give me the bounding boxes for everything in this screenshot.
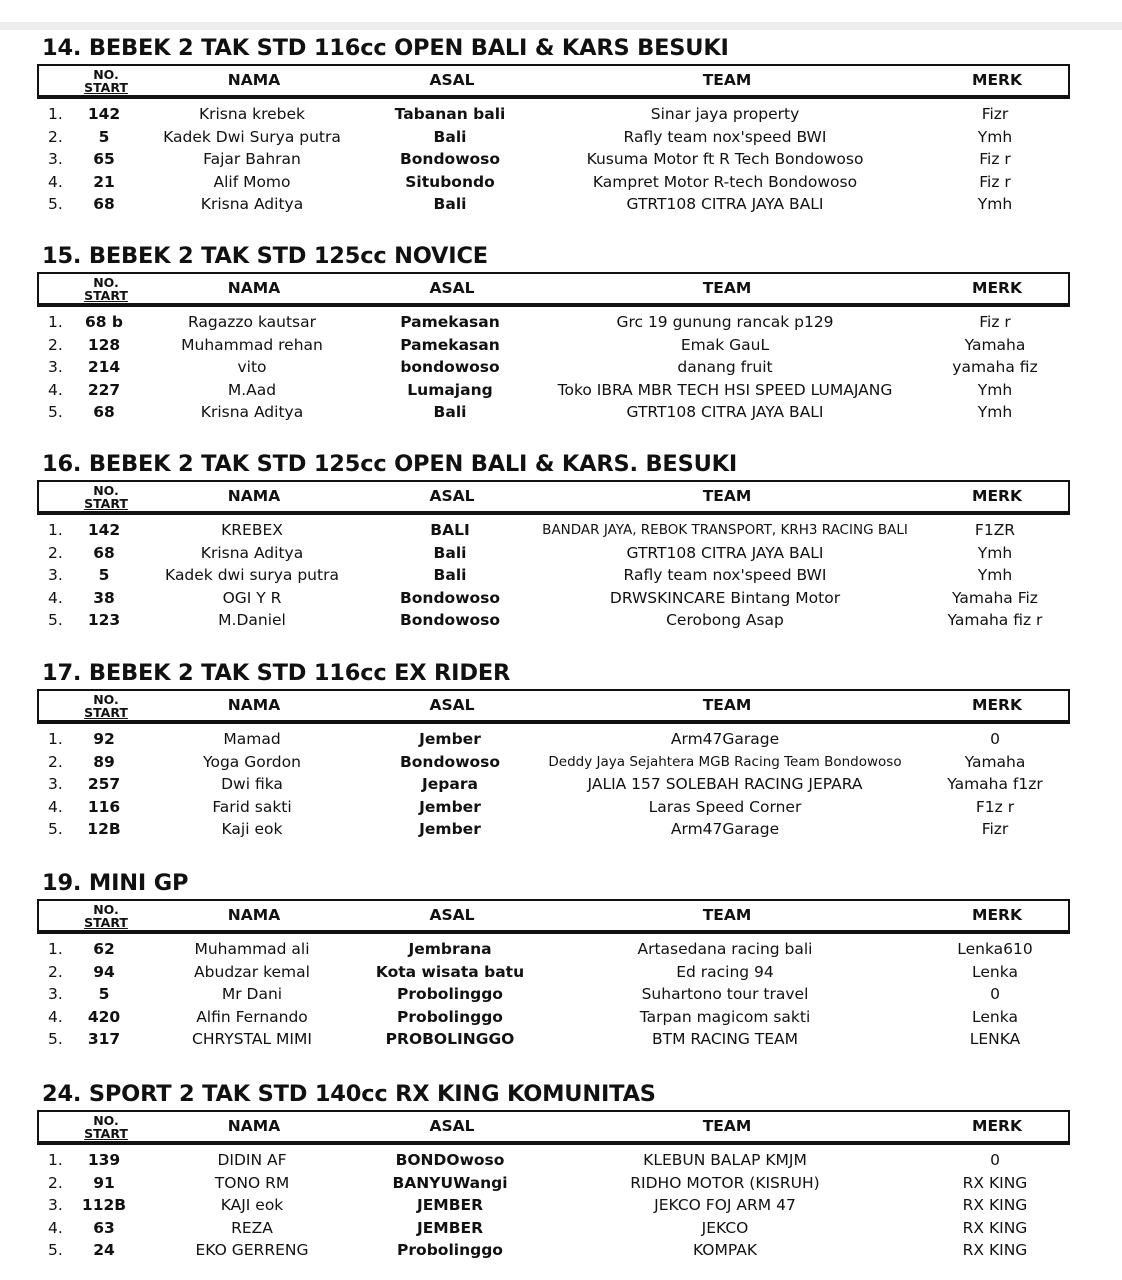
header-no-start: NO. START <box>84 691 128 720</box>
position-number: 2. <box>48 1173 63 1192</box>
race-class-section <box>0 1079 1122 1279</box>
rider-origin: Bondowoso <box>399 588 501 607</box>
table-row <box>0 564 1122 587</box>
table-row <box>0 311 1122 334</box>
start-number: 91 <box>93 1173 115 1192</box>
position-number: 1. <box>48 521 63 539</box>
position-number: 5. <box>48 611 63 629</box>
race-class-section <box>0 33 1122 233</box>
team-name: Artasedana racing bali <box>637 940 813 958</box>
team-name: Rafly team nox'speed BWI <box>623 127 827 146</box>
table-row <box>0 126 1122 149</box>
race-class-section <box>0 868 1122 1068</box>
header-nama: NAMA <box>227 487 281 505</box>
start-number: 142 <box>87 521 121 539</box>
class-title: 15. BEBEK 2 TAK STD 125cc NOVICE <box>42 243 488 269</box>
header-nama: NAMA <box>227 71 281 89</box>
motor-brand: Fiz r <box>979 313 1011 331</box>
position-number: 4. <box>48 1218 63 1237</box>
header-merk: MERK <box>972 279 1022 297</box>
motor-brand: F1ZR <box>974 521 1016 539</box>
rider-name: Alfin Fernando <box>196 1007 308 1026</box>
rider-name: KAJI eok <box>220 1196 284 1214</box>
rider-name: Mr Dani <box>221 985 283 1003</box>
table-row <box>0 334 1122 357</box>
header-team: TEAM <box>702 906 752 924</box>
position-number: 4. <box>48 172 63 191</box>
start-number: 116 <box>87 797 121 816</box>
team-name: Kusuma Motor ft R Tech Bondowoso <box>586 150 864 168</box>
start-number: 139 <box>87 1151 121 1169</box>
rider-name: KREBEX <box>221 521 283 539</box>
rider-name: DIDIN AF <box>217 1151 287 1169</box>
header-team: TEAM <box>702 71 752 89</box>
rider-origin: Kota wisata batu <box>375 962 525 981</box>
table-row <box>0 356 1122 379</box>
rider-name: Ragazzo kautsar <box>188 313 316 331</box>
team-name: GTRT108 CITRA JAYA BALI <box>626 403 824 421</box>
rider-name: Farid sakti <box>212 797 292 816</box>
team-name: Rafly team nox'speed BWI <box>623 566 827 584</box>
table-header <box>37 272 1070 307</box>
table-row <box>0 1217 1122 1240</box>
rider-origin: BALI <box>430 521 470 539</box>
rider-origin: Probolinggo <box>397 1007 503 1026</box>
rider-origin: Bondowoso <box>399 611 501 629</box>
team-name: BTM RACING TEAM <box>651 1030 799 1048</box>
position-number: 4. <box>48 588 63 607</box>
team-name: Ed racing 94 <box>676 962 774 981</box>
rider-origin: Pamekasan <box>400 335 500 354</box>
motor-brand: Fiz r <box>979 172 1011 191</box>
table-row <box>0 796 1122 819</box>
position-number: 3. <box>48 985 63 1003</box>
position-number: 2. <box>48 752 63 771</box>
header-merk: MERK <box>972 1117 1022 1135</box>
motor-brand: RX KING <box>962 1173 1028 1192</box>
team-name: danang fruit <box>677 358 773 376</box>
header-nama: NAMA <box>227 279 281 297</box>
team-name: Kampret Motor R-tech Bondowoso <box>592 172 858 191</box>
table-row <box>0 193 1122 216</box>
start-number: 317 <box>87 1030 121 1048</box>
position-number: 3. <box>48 566 63 584</box>
table-row <box>0 1194 1122 1217</box>
team-name: RIDHO MOTOR (KISRUH) <box>630 1173 820 1192</box>
race-class-section <box>0 449 1122 649</box>
header-no-start: NO. START <box>84 901 128 930</box>
rider-name: Kadek Dwi Surya putra <box>163 127 341 146</box>
header-team: TEAM <box>702 696 752 714</box>
header-asal: ASAL <box>429 906 475 924</box>
header-asal: ASAL <box>429 279 475 297</box>
rider-origin: Probolinggo <box>397 985 503 1003</box>
rider-origin: Bali <box>433 127 467 146</box>
header-no-start: NO. START <box>84 66 128 95</box>
motor-brand: Ymh <box>977 127 1013 146</box>
rider-origin: Bondowoso <box>399 752 501 771</box>
rider-name: Krisna krebek <box>198 105 306 123</box>
table-row <box>0 728 1122 751</box>
rider-origin: BONDOwoso <box>395 1151 505 1169</box>
motor-brand: Fiz r <box>979 150 1011 168</box>
rider-name: M.Aad <box>227 380 277 399</box>
start-number: 65 <box>93 150 115 168</box>
rider-origin: BANYUWangi <box>392 1173 508 1192</box>
rider-origin: Bali <box>433 195 467 213</box>
table-header <box>37 689 1070 724</box>
team-name: JEKCO FOJ ARM 47 <box>654 1196 796 1214</box>
motor-brand: LENKA <box>969 1030 1021 1048</box>
team-name: JEKCO <box>701 1218 749 1237</box>
rider-name: Muhammad rehan <box>181 335 323 354</box>
motor-brand: Yamaha fiz r <box>947 611 1043 629</box>
motor-brand: RX KING <box>962 1196 1028 1214</box>
header-team: TEAM <box>702 279 752 297</box>
header-asal: ASAL <box>429 696 475 714</box>
table-row <box>0 1149 1122 1172</box>
position-number: 4. <box>48 1007 63 1026</box>
rider-name: EKO GERRENG <box>195 1241 309 1259</box>
motor-brand: Yamaha f1zr <box>947 775 1043 793</box>
team-name: Cerobong Asap <box>666 611 784 629</box>
motor-brand: Fizr <box>981 105 1009 123</box>
table-header <box>37 899 1070 934</box>
header-no-start: NO. START <box>84 482 128 511</box>
motor-brand: Ymh <box>977 566 1013 584</box>
start-number: 420 <box>87 1007 121 1026</box>
rider-origin: Bondowoso <box>399 150 501 168</box>
rider-origin: Jember <box>419 820 481 838</box>
rider-name: vito <box>237 358 267 376</box>
start-number: 123 <box>87 611 121 629</box>
rider-origin: Bali <box>433 566 467 584</box>
rider-name: Kadek dwi surya putra <box>165 566 339 584</box>
start-number: 257 <box>87 775 121 793</box>
motor-brand: Ymh <box>977 380 1013 399</box>
table-header <box>37 64 1070 99</box>
rider-name: Alif Momo <box>213 172 291 191</box>
class-title: 24. SPORT 2 TAK STD 140cc RX KING KOMUNITAS <box>42 1081 656 1107</box>
header-team: TEAM <box>702 1117 752 1135</box>
position-number: 1. <box>48 1151 63 1169</box>
table-row <box>0 773 1122 796</box>
race-class-section <box>0 241 1122 441</box>
rider-name: Mamad <box>223 730 281 748</box>
position-number: 1. <box>48 730 63 748</box>
rider-name: CHRYSTAL MIMI <box>192 1030 312 1048</box>
table-row <box>0 103 1122 126</box>
motor-brand: Ymh <box>977 403 1013 421</box>
rider-origin: Jepara <box>422 775 478 793</box>
table-row <box>0 171 1122 194</box>
table-row <box>0 751 1122 774</box>
motor-brand: Fizr <box>981 820 1009 838</box>
team-name: Arm47Garage <box>670 730 780 748</box>
motor-brand: 0 <box>990 730 1000 748</box>
table-row <box>0 1006 1122 1029</box>
class-title: 16. BEBEK 2 TAK STD 125cc OPEN BALI & KARS. BESUKI <box>42 451 738 477</box>
position-number: 5. <box>48 1030 63 1048</box>
rider-origin: bondowoso <box>400 358 500 376</box>
rider-name: Dwi fika <box>221 775 283 793</box>
team-name: Sinar jaya property <box>650 105 800 123</box>
table-header <box>37 480 1070 515</box>
rider-origin: JEMBER <box>416 1196 484 1214</box>
rider-origin: Pamekasan <box>400 313 500 331</box>
position-number: 5. <box>48 403 63 421</box>
table-row <box>0 961 1122 984</box>
team-name: Arm47Garage <box>670 820 780 838</box>
position-number: 1. <box>48 313 63 331</box>
start-number: 94 <box>93 962 115 981</box>
start-number: 5 <box>98 985 110 1003</box>
motor-brand: RX KING <box>962 1241 1028 1259</box>
start-number: 63 <box>93 1218 115 1237</box>
rider-name: Yoga Gordon <box>203 752 301 771</box>
header-merk: MERK <box>972 487 1022 505</box>
start-number: 227 <box>87 380 121 399</box>
team-name: GTRT108 CITRA JAYA BALI <box>626 195 824 213</box>
position-number: 2. <box>48 335 63 354</box>
position-number: 1. <box>48 940 63 958</box>
team-name: KLEBUN BALAP KMJM <box>643 1151 807 1169</box>
header-asal: ASAL <box>429 487 475 505</box>
rider-origin: Situbondo <box>405 172 495 191</box>
rider-origin: Bali <box>433 543 467 562</box>
rider-name: Kaji eok <box>221 820 283 838</box>
race-class-section <box>0 658 1122 858</box>
motor-brand: F1z r <box>975 797 1015 816</box>
rider-name: REZA <box>231 1218 273 1237</box>
rider-name: Abudzar kemal <box>194 962 310 981</box>
start-number: 68 b <box>84 313 124 331</box>
header-team: TEAM <box>702 487 752 505</box>
motor-brand: Ymh <box>977 543 1013 562</box>
table-row <box>0 1239 1122 1262</box>
header-no-start: NO. START <box>84 274 128 303</box>
position-number: 2. <box>48 543 63 562</box>
rider-name: OGI Y R <box>222 588 282 607</box>
header-nama: NAMA <box>227 696 281 714</box>
start-number: 62 <box>93 940 115 958</box>
start-number: 68 <box>93 403 115 421</box>
rider-name: Krisna Aditya <box>200 195 304 213</box>
motor-brand: RX KING <box>962 1218 1028 1237</box>
motor-brand: 0 <box>990 1151 1000 1169</box>
motor-brand: Lenka <box>972 962 1018 981</box>
start-number: 112B <box>81 1196 127 1214</box>
class-title: 17. BEBEK 2 TAK STD 116cc EX RIDER <box>42 660 511 686</box>
rider-origin: Tabanan bali <box>394 105 506 123</box>
rider-name: M.Daniel <box>218 611 286 629</box>
position-number: 4. <box>48 797 63 816</box>
rider-origin: Bali <box>433 403 467 421</box>
table-row <box>0 379 1122 402</box>
team-name: DRWSKINCARE Bintang Motor <box>609 588 841 607</box>
header-asal: ASAL <box>429 71 475 89</box>
team-name: Laras Speed Corner <box>648 797 802 816</box>
rider-name: TONO RM <box>214 1173 290 1192</box>
team-name: Tarpan magicom sakti <box>639 1007 811 1026</box>
header-nama: NAMA <box>227 906 281 924</box>
rider-origin: Probolinggo <box>397 1241 503 1259</box>
table-row <box>0 1028 1122 1051</box>
position-number: 2. <box>48 127 63 146</box>
start-number: 92 <box>93 730 115 748</box>
team-name: BANDAR JAYA, REBOK TRANSPORT, KRH3 RACING BALI <box>542 522 908 538</box>
team-name: Deddy Jaya Sejahtera MGB Racing Team Bondowoso <box>548 753 902 770</box>
table-row <box>0 1172 1122 1195</box>
team-name: Toko IBRA MBR TECH HSI SPEED LUMAJANG <box>557 380 893 399</box>
rider-name: Krisna Aditya <box>200 403 304 421</box>
header-asal: ASAL <box>429 1117 475 1135</box>
table-row <box>0 401 1122 424</box>
table-row <box>0 938 1122 961</box>
position-number: 4. <box>48 380 63 399</box>
rider-name: Krisna Aditya <box>200 543 304 562</box>
start-number: 214 <box>87 358 121 376</box>
motor-brand: Yamaha <box>964 335 1026 354</box>
class-title: 14. BEBEK 2 TAK STD 116cc OPEN BALI & KARS BESUKI <box>42 35 729 61</box>
rider-origin: PROBOLINGGO <box>385 1030 515 1048</box>
table-row <box>0 818 1122 841</box>
start-number: 128 <box>87 335 121 354</box>
team-name: Grc 19 gunung rancak p129 <box>616 313 834 331</box>
table-row <box>0 148 1122 171</box>
start-number: 5 <box>98 566 110 584</box>
class-title: 19. MINI GP <box>42 870 189 896</box>
rider-name: Muhammad ali <box>194 940 310 958</box>
table-row <box>0 983 1122 1006</box>
start-number: 68 <box>93 195 115 213</box>
team-name: Suhartono tour travel <box>641 985 809 1003</box>
motor-brand: Ymh <box>977 195 1013 213</box>
team-name: KOMPAK <box>692 1241 758 1259</box>
rider-origin: Jember <box>419 797 481 816</box>
motor-brand: Yamaha <box>964 752 1026 771</box>
position-number: 5. <box>48 195 63 213</box>
start-number: 5 <box>98 127 110 146</box>
motor-brand: yamaha fiz <box>952 358 1038 376</box>
motor-brand: 0 <box>990 985 1000 1003</box>
motor-brand: Lenka <box>972 1007 1018 1026</box>
header-nama: NAMA <box>227 1117 281 1135</box>
start-number: 142 <box>87 105 121 123</box>
position-number: 1. <box>48 105 63 123</box>
table-row <box>0 519 1122 542</box>
motor-brand: Yamaha Fiz <box>952 588 1038 607</box>
start-number: 21 <box>93 172 115 191</box>
start-number: 89 <box>93 752 115 771</box>
header-merk: MERK <box>972 71 1022 89</box>
start-number: 12B <box>87 820 121 838</box>
table-header <box>37 1110 1070 1145</box>
team-name: Emak GauL <box>680 335 770 354</box>
table-row <box>0 587 1122 610</box>
table-row <box>0 542 1122 565</box>
rider-origin: Jembrana <box>408 940 492 958</box>
motor-brand: Lenka610 <box>957 940 1033 958</box>
start-number: 38 <box>93 588 115 607</box>
position-number: 3. <box>48 150 63 168</box>
start-number: 68 <box>93 543 115 562</box>
position-number: 3. <box>48 1196 63 1214</box>
rider-origin: Lumajang <box>407 380 493 399</box>
table-row <box>0 609 1122 632</box>
position-number: 5. <box>48 1241 63 1259</box>
rider-origin: JEMBER <box>416 1218 484 1237</box>
position-number: 3. <box>48 358 63 376</box>
rider-origin: Jember <box>419 730 481 748</box>
header-merk: MERK <box>972 696 1022 714</box>
position-number: 5. <box>48 820 63 838</box>
position-number: 3. <box>48 775 63 793</box>
position-number: 2. <box>48 962 63 981</box>
header-merk: MERK <box>972 906 1022 924</box>
team-name: JALIA 157 SOLEBAH RACING JEPARA <box>587 775 863 793</box>
team-name: GTRT108 CITRA JAYA BALI <box>626 543 824 562</box>
rider-name: Fajar Bahran <box>203 150 301 168</box>
start-number: 24 <box>93 1241 115 1259</box>
header-no-start: NO. START <box>84 1112 128 1141</box>
